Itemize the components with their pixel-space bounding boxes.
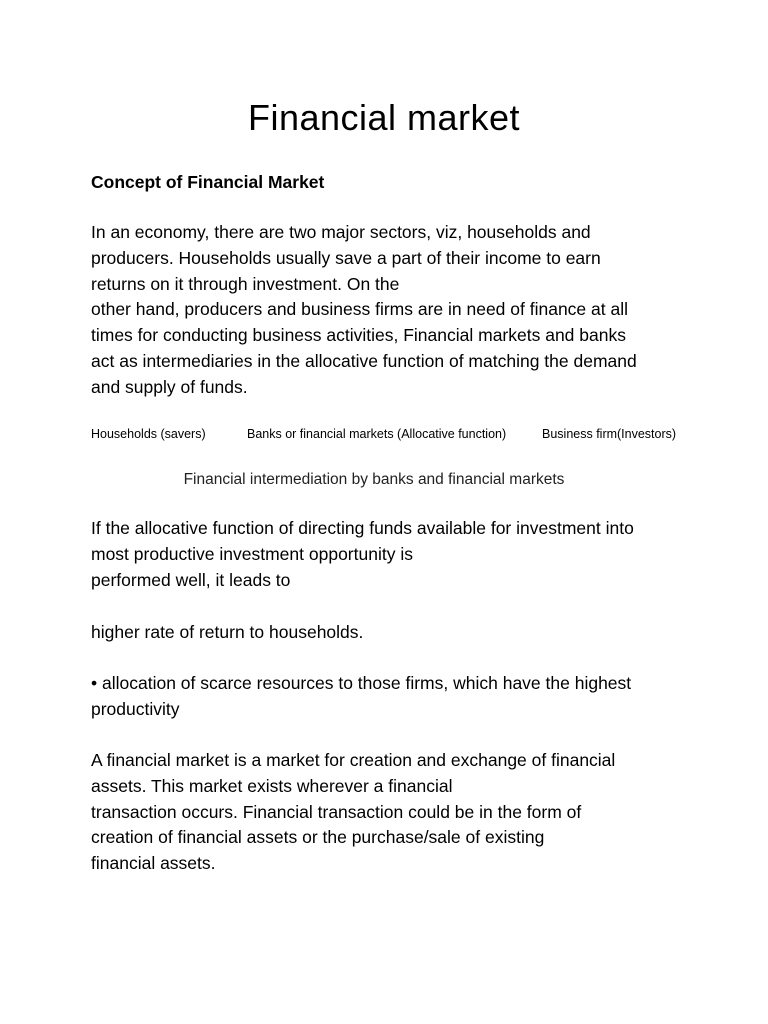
flow-label-households: Households (savers) xyxy=(91,427,206,441)
text-line: times for conducting business activities, Financial markets and banks xyxy=(91,325,626,346)
text-line: most productive investment opportunity is xyxy=(91,543,413,564)
text-line: producers. Households usually save a part of their income to earn xyxy=(91,247,601,268)
text-line: A financial market is a market for creation and exchange of financial xyxy=(91,750,616,770)
text-line: other hand, producers and business firms are in need of finance at all xyxy=(91,299,628,320)
text-line: higher rate of return to households. xyxy=(91,622,364,642)
text-line: productivity xyxy=(91,698,180,719)
paragraph-definition xyxy=(91,748,691,877)
text-line: act as intermediaries in the allocative function of matching the demand xyxy=(91,350,637,371)
paragraph-allocative xyxy=(91,516,691,593)
section-heading: Concept of Financial Market xyxy=(91,172,325,192)
paragraph-intro xyxy=(91,220,691,401)
paragraph-bullet xyxy=(91,671,691,723)
text-line: assets. This market exists wherever a financial xyxy=(91,775,453,796)
paragraph-return xyxy=(91,620,691,646)
text-line: transaction occurs. Financial transaction could be in the form of xyxy=(91,801,582,822)
text-line: If the allocative function of directing funds available for investment into xyxy=(91,518,634,538)
flow-label-business: Business firm(Investors) xyxy=(542,427,677,441)
text-line: returns on it through investment. On the xyxy=(91,273,400,294)
text-line: performed well, it leads to xyxy=(91,569,291,590)
text-line: creation of financial assets or the purchase/sale of existing xyxy=(91,827,545,848)
page-title: Financial market xyxy=(247,97,521,138)
text-line: and supply of funds. xyxy=(91,376,248,397)
text-line: financial assets. xyxy=(91,853,216,874)
figure-caption: Financial intermediation by banks and financial markets xyxy=(183,471,565,488)
flow-label-banks: Banks or financial markets (Allocative function) xyxy=(247,427,507,441)
text-line: In an economy, there are two major sectors, viz, households and xyxy=(91,222,591,242)
text-line: • allocation of scarce resources to those firms, which have the highest xyxy=(91,673,632,693)
